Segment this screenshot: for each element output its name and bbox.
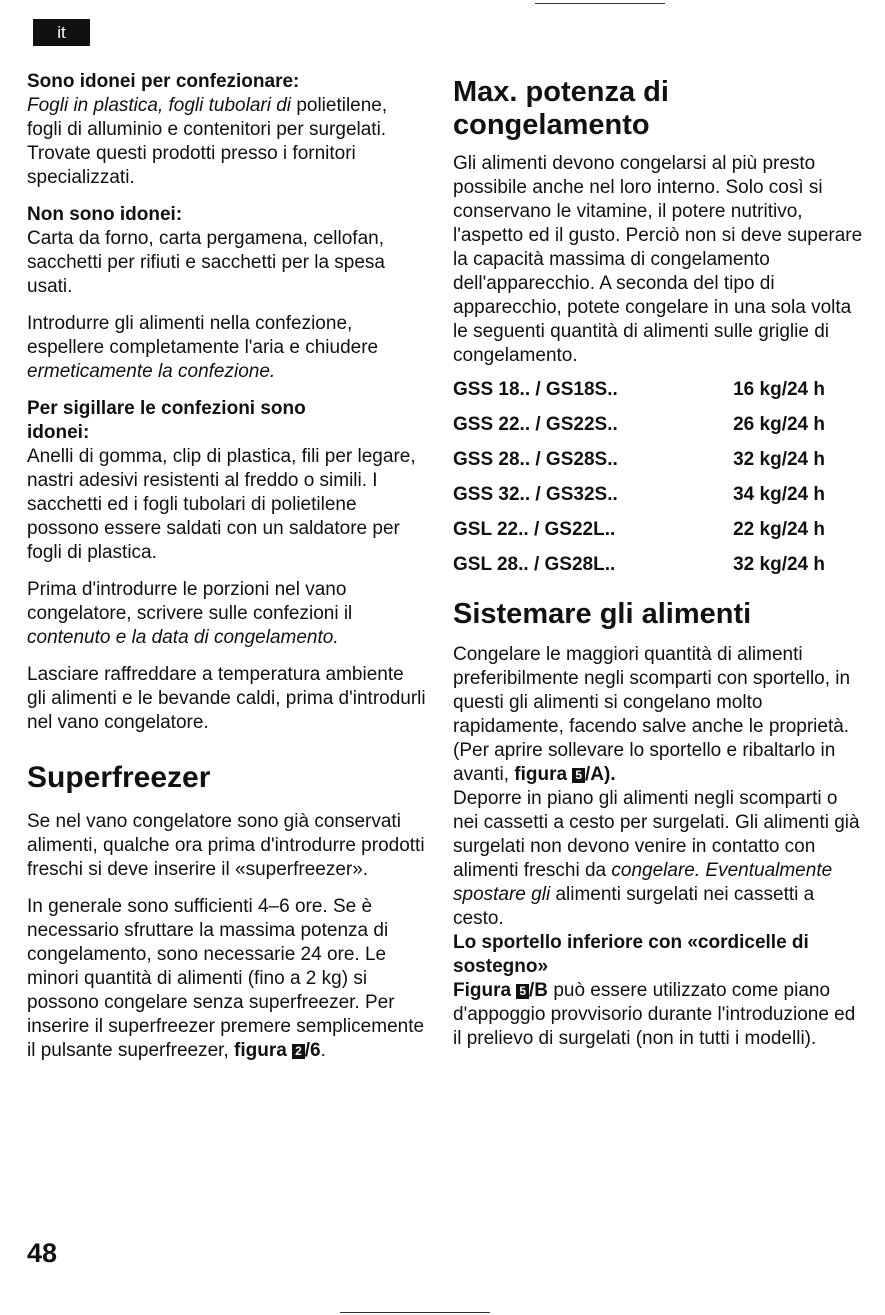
capacity-model: GSS 28.. / GS28S.. <box>453 448 618 470</box>
capacity-row <box>453 512 825 547</box>
capacity-value: 16 kg/24 h <box>733 378 825 400</box>
capacity-table <box>453 372 825 582</box>
capacity-value: 32 kg/24 h <box>733 448 825 470</box>
placement-italic: congelare. Eventualmente spostare gli <box>453 860 833 905</box>
packing-italic: ermeticamente la confezione. <box>27 361 276 382</box>
superfreezer-time-text: In generale sono sufficienti 4–6 ore. Se è necessario sfruttare la massima potenza di congelamento, sono necessarie 24 ore. Le minori quantità di alimenti (fino a 2 kg) si possono congelare senza superfreezer. Per inserire il superfreezer premere semplicemente il pulsante superfreezer, <box>27 896 425 1061</box>
capacity-value: 26 kg/24 h <box>733 413 825 435</box>
seal-paragraph: Anelli di gomma, clip di plastica, fili per legare, nastri adesivi resistenti al freddo o simili. I sacchetti ed i fogli tubolari di polietilene possono essere saldati con un saldatore per fogli di plastica. <box>27 446 416 563</box>
seal-heading: Per sigillare le confezioni sono idonei: <box>27 398 306 443</box>
capacity-value: 34 kg/24 h <box>733 483 825 505</box>
unsuitable-heading: Non sono idonei: <box>27 204 183 225</box>
suitable-italic: Fogli in plastica, fogli tubolari di <box>27 95 292 116</box>
arrange-text: Congelare le maggiori quantità di alimenti preferibilmente negli scomparti con sportello, in questi gli alimenti si congelano molto rapidamente, facendo salve anche le proprietà. (Per aprire sollevare lo sportello e ribaltarlo in avanti, <box>453 644 851 785</box>
right-column <box>453 76 868 1064</box>
left-column <box>27 70 427 1076</box>
lower-door-text: può essere utilizzato come piano d'appoggio provvisorio durante l'introduzione ed il prelievo di surgelati (non in tutti i modelli). <box>453 980 856 1049</box>
suitable-heading: Sono idonei per confezionare: <box>27 71 300 92</box>
page-number: 48 <box>27 1238 58 1268</box>
superfreezer-heading: Superfreezer <box>27 761 211 794</box>
suitable-text: polietilene, fogli di alluminio e contenitori per surgelati. Trovate questi prodotti presso i fornitori specializzati. <box>27 95 388 188</box>
placement-paragraph <box>453 787 868 931</box>
capacity-model: GSS 22.. / GS22S.. <box>453 413 618 435</box>
figure-2-badge: 2 <box>292 1044 305 1059</box>
placement-end: alimenti surgelati nei cassetti a cesto. <box>453 884 815 929</box>
figure-ref-2-word: figura <box>234 1040 287 1061</box>
unsuitable-paragraph: Carta da forno, carta pergamena, cellofan, sacchetti per rifiuti e sacchetti per la spesa usati. <box>27 228 386 297</box>
language-tag: it <box>33 19 90 46</box>
figure-ref-5a-suffix: /A). <box>585 764 616 785</box>
label-paragraph <box>27 578 427 650</box>
lower-door-heading: Lo sportello inferiore con «cordicelle di sostegno» <box>453 932 809 977</box>
lower-door-paragraph <box>453 979 868 1051</box>
max-freezing-paragraph: Gli alimenti devono congelarsi al più presto possibile anche nel loro interno. Solo così si conservano le vitamine, il potere nutritivo, l'aspetto ed il gusto. Perciò non si deve superare la capacità massima di congelamento dell'apparecchio. A seconda del tipo di apparecchio, potete congelare in una sola volta le seguenti quantità di alimenti sulle griglie di congelamento. <box>453 153 863 366</box>
top-rule <box>535 3 665 4</box>
max-freezing-heading: Max. potenza di congelamento <box>453 76 669 141</box>
packing-paragraph <box>27 312 427 384</box>
figure-5b-badge: 5 <box>516 984 529 999</box>
figure-ref-5b-word: Figura <box>453 980 512 1001</box>
label-text: Prima d'introdurre le porzioni nel vano congelatore, scrivere sulle confezioni il <box>27 579 353 624</box>
figure-ref-5a-word: figura <box>514 764 568 785</box>
bottom-rule <box>340 1312 490 1313</box>
capacity-value: 22 kg/24 h <box>733 518 825 540</box>
superfreezer-time-paragraph <box>27 895 427 1063</box>
label-italic: contenuto e la data di congelamento. <box>27 627 339 648</box>
suitable-paragraph <box>27 94 427 190</box>
capacity-value: 32 kg/24 h <box>733 553 825 575</box>
arrange-paragraph <box>453 643 868 787</box>
capacity-model: GSL 28.. / GS28L.. <box>453 553 616 575</box>
figure-ref-2-end: . <box>320 1040 326 1061</box>
packing-text: Introdurre gli alimenti nella confezione, espellere completamente l'aria e chiudere <box>27 313 379 358</box>
superfreezer-paragraph: Se nel vano congelatore sono già conservati alimenti, qualche ora prima d'introdurre prodotti freschi si deve inserire il «superfreezer». <box>27 811 425 880</box>
capacity-model: GSS 32.. / GS32S.. <box>453 483 618 505</box>
capacity-model: GSS 18.. / GS18S.. <box>453 378 618 400</box>
capacity-row <box>453 477 825 512</box>
capacity-row <box>453 407 825 442</box>
arrange-food-heading: Sistemare gli alimenti <box>453 598 752 630</box>
figure-ref-2-suffix: /6 <box>304 1040 321 1061</box>
capacity-row <box>453 547 825 582</box>
cooling-paragraph: Lasciare raffreddare a temperatura ambiente gli alimenti e le bevande caldi, prima d'introdurli nel vano congelatore. <box>27 664 426 733</box>
figure-5-badge: 5 <box>572 768 585 783</box>
capacity-row <box>453 372 825 407</box>
figure-ref-5b-suffix: /B <box>529 980 549 1001</box>
capacity-model: GSL 22.. / GS22L.. <box>453 518 616 540</box>
placement-text: Deporre in piano gli alimenti negli scomparti o nei cassetti a cesto per surgelati. Gli alimenti già surgelati non devono venire in contatto con alimenti freschi da <box>453 788 860 881</box>
capacity-row <box>453 442 825 477</box>
